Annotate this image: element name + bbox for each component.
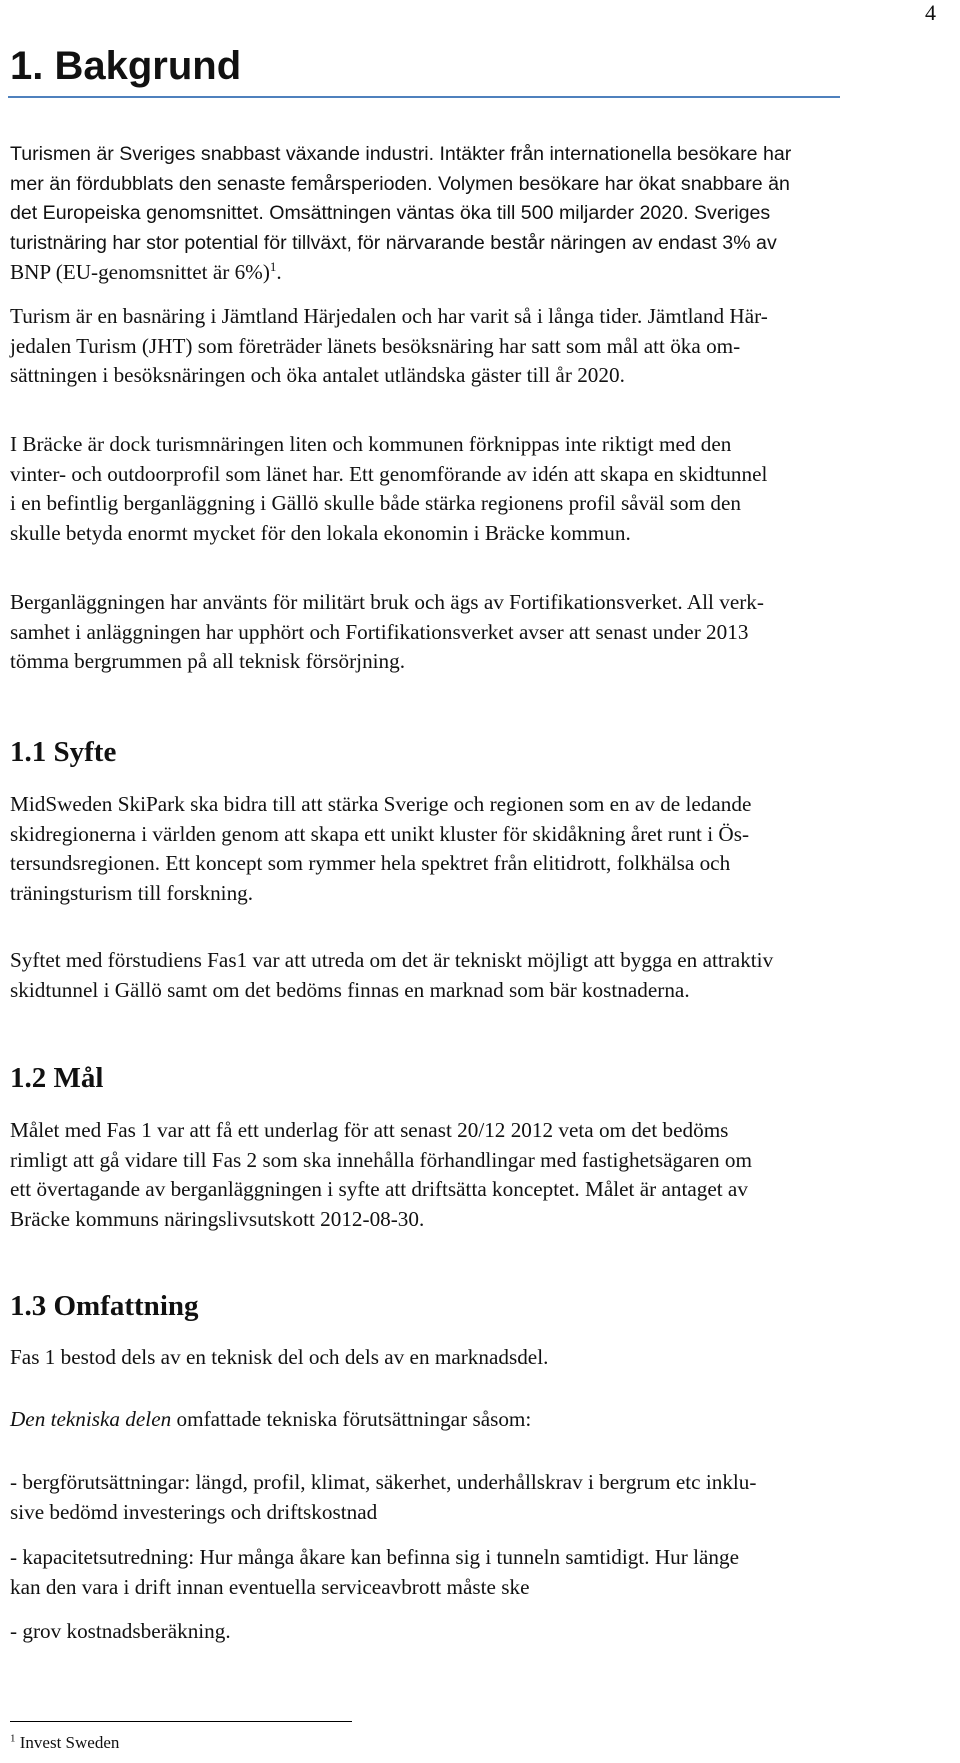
text-span: . — [276, 260, 282, 284]
paragraph-berganlaggning — [10, 588, 950, 677]
text-line: sättningen i besöksnäringen och öka antalet utländska gäster till år 2020. — [10, 363, 625, 387]
text-line: sive bedömd investerings och driftskostnad — [10, 1499, 378, 1524]
paragraph-bracke — [10, 430, 950, 548]
text-line: i en befintlig berganläggning i Gällö skulle både stärka regionens profil såväl som den — [10, 491, 741, 515]
heading-rule — [8, 96, 840, 98]
footnote-rule — [10, 1721, 352, 1722]
paragraph-syfte-2 — [10, 946, 950, 1005]
text-line — [10, 258, 950, 288]
paragraph-syfte-1 — [10, 790, 950, 908]
section-heading-mal: 1.2 Mål — [10, 1062, 104, 1094]
list-item — [10, 1468, 950, 1527]
footnote-mark: 1 — [10, 1732, 16, 1745]
page-number: 4 — [925, 0, 936, 25]
text-line: träningsturism till forskning. — [10, 880, 254, 905]
text-line: Målet med Fas 1 var att få ett underlag för att senast 20/12 2012 veta om det bedöms — [10, 1118, 729, 1142]
text-line: skidtunnel i Gällö samt om det bedöms finnas en marknad som bär kostnaderna. — [10, 977, 690, 1002]
text-line: kan den vara i drift innan eventuella serviceavbrott måste ske — [10, 1574, 530, 1599]
text-line: Syftet med förstudiens Fas1 var att utreda om det är tekniskt möjligt att bygga en attraktiv — [10, 948, 774, 972]
text-line: skidregionerna i världen genom att skapa ett unikt kluster för skidåkning året runt i Ös- — [10, 821, 750, 846]
text-line: det Europeiska genomsnittet. Omsättningen väntas öka till 500 miljarder 2020. Sveriges — [10, 202, 771, 224]
footnote-text: Invest Sweden — [15, 1733, 120, 1752]
paragraph-tekniska-delen — [10, 1405, 950, 1435]
text-line: ett övertagande av berganläggningen i syfte att driftsätta konceptet. Målet är antaget av — [10, 1177, 748, 1201]
text-line: I Bräcke är dock turismnäringen liten och kommunen förknippas inte riktigt med den — [10, 432, 732, 456]
text-span: BNP (EU-genomsnittet är 6%) — [10, 260, 270, 284]
section-heading-bakgrund: 1. Bakgrund — [10, 44, 242, 88]
section-heading-syfte: 1.1 Syfte — [10, 736, 117, 768]
text-line: - bergförutsättningar: längd, profil, klimat, säkerhet, underhållskrav i bergrum etc inklu- — [10, 1470, 757, 1494]
footnote — [10, 1733, 119, 1753]
text-line: - kapacitetsutredning: Hur många åkare kan befinna sig i tunneln samtidigt. Hur länge — [10, 1545, 739, 1569]
list-item: - grov kostnadsberäkning. — [10, 1619, 231, 1643]
list-item — [10, 1543, 950, 1602]
paragraph-mal — [10, 1116, 950, 1234]
text-line: tömma bergrummen på all teknisk försörjning. — [10, 649, 406, 673]
text-line: jedalen Turism (JHT) som företräder länets besöksnäring har satt som mål att öka om- — [10, 333, 741, 358]
paragraph-basnaring — [10, 302, 950, 391]
footnote-reference: 1 — [269, 258, 277, 274]
text-line: skulle betyda enormt mycket för den lokala ekonomin i Bräcke kommun. — [10, 520, 631, 545]
text-line: Turism är en basnäring i Jämtland Härjedalen och har varit så i långa tider. Jämtland Här- — [10, 304, 768, 328]
text-span: omfattade tekniska förutsättningar såsom: — [171, 1407, 532, 1431]
text-line: vinter- och outdoorprofil som länet har. Ett genomförande av idén att skapa en skidtunnel — [10, 461, 768, 486]
section-heading-omfattning: 1.3 Omfattning — [10, 1290, 199, 1322]
text-line: samhet i anläggningen har upphört och Fortifikationsverket avser att senast under 2013 — [10, 619, 749, 644]
text-line: turistnäring har stor potential för tillväxt, för närvarande består näringen av endast 3% av — [10, 231, 777, 254]
text-line: mer än fördubblats den senaste femårsperioden. Volymen besökare har ökat snabbare än — [10, 172, 790, 195]
text-line: rimligt att gå vidare till Fas 2 som ska innehålla förhandlingar med fastighetsägaren om — [10, 1147, 752, 1172]
text-line: MidSweden SkiPark ska bidra till att stärka Sverige och regionen som en av de ledande — [10, 792, 752, 816]
text-line: Bräcke kommuns näringslivsutskott 2012-08-30. — [10, 1206, 425, 1231]
paragraph-omfattning-intro: Fas 1 bestod dels av en teknisk del och dels av en marknadsdel. — [10, 1345, 549, 1369]
text-line: Turismen är Sveriges snabbast växande industri. Intäkter från internationella besökare har — [10, 143, 792, 165]
text-line: Berganläggningen har använts för militärt bruk och ägs av Fortifikationsverket. All verk- — [10, 590, 764, 614]
emphasis-text: Den tekniska delen — [10, 1407, 172, 1431]
paragraph-intro — [10, 140, 950, 288]
text-line: tersundsregionen. Ett koncept som rymmer hela spektret från elitidrott, folkhälsa och — [10, 851, 731, 875]
